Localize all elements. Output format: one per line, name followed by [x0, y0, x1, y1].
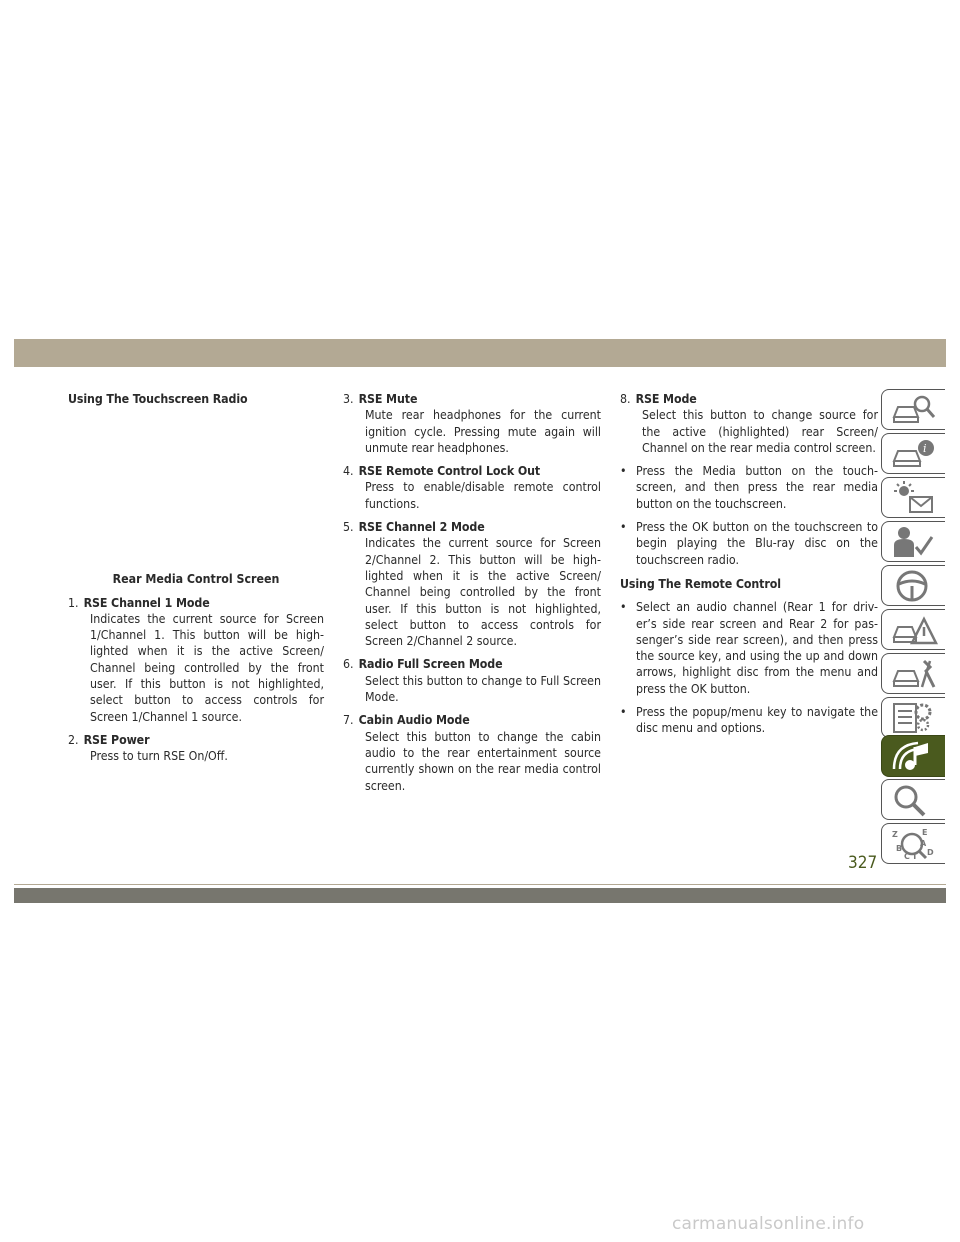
list-item — [343, 656, 601, 705]
column-2 — [343, 391, 601, 794]
svg-text:E: E — [922, 828, 928, 837]
item-number: 6. — [343, 657, 354, 672]
tab-search[interactable] — [881, 779, 945, 820]
bullet-item: • Press the popup/menu key to navigate the disc menu and options. — [620, 704, 878, 737]
item-title: Cabin Audio Mode — [358, 713, 470, 728]
column-3 — [620, 391, 878, 737]
tab-warning-lights[interactable] — [881, 477, 945, 518]
column-1 — [68, 391, 324, 765]
list-item — [343, 712, 601, 793]
item-title: RSE Mute — [358, 392, 418, 406]
list-item — [68, 595, 324, 725]
item-title: RSE Channel 1 Mode — [83, 595, 210, 610]
car-info-icon — [890, 437, 938, 471]
item-body: Indicates the current source for Screen 1/Channel 1. This button will be high-lighted when it is the active Screen/ Channel being controlled by the front user. If this button is not highlighted, select button to access controls for Screen 1/Channel 1 source. — [90, 611, 324, 724]
svg-text:A: A — [920, 839, 927, 848]
figure-placeholder — [68, 407, 324, 571]
item-body: Press to turn RSE On/Off. — [90, 749, 228, 764]
car-warning-triangle-icon — [890, 613, 938, 647]
tab-safety[interactable] — [881, 521, 945, 562]
item-body: Press to enable/disable remote control functions. — [365, 480, 601, 511]
item-body: Select this button to change the cabin audio to the rear entertainment source currently shown on the rear media control screen. — [365, 729, 601, 793]
item-title: RSE Remote Control Lock Out — [358, 464, 541, 479]
index-letters-icon — [890, 827, 938, 861]
bullet-item: • Press the OK button on the touchscreen to begin playing the Blu-ray disc on the touchscreen radio. — [620, 519, 878, 568]
item-number: 2. — [68, 732, 79, 747]
item-title: RSE Mode — [635, 392, 697, 406]
multimedia-note-icon — [890, 739, 938, 773]
item-number: 5. — [343, 520, 354, 535]
header-band — [14, 339, 946, 367]
footer-band — [14, 888, 946, 903]
svg-text:D: D — [927, 848, 934, 857]
item-body: Mute rear headphones for the current ignition cycle. Pressing mute again will unmute rear headphones. — [365, 408, 601, 455]
item-title: RSE Channel 2 Mode — [358, 520, 485, 535]
bullet-item: • Press the Media button on the touch-screen, and then press the rear media button on the touchscreen. — [620, 463, 878, 512]
tab-specifications[interactable] — [881, 697, 945, 738]
svg-text:i: i — [923, 442, 927, 455]
steering-wheel-icon — [890, 569, 938, 603]
tab-starting-operating[interactable] — [881, 565, 945, 606]
tab-multimedia[interactable] — [881, 735, 945, 777]
list-item — [68, 732, 324, 765]
tab-car-info[interactable] — [881, 433, 945, 474]
list-item — [343, 463, 601, 512]
specifications-list-gear-icon — [890, 701, 938, 735]
bullet-item: • Select an audio channel (Rear 1 for driv-er’s side rear screen and Rear 2 for pas-senger’s side rear screen), and then press the source key, and using the up and down arrows, highlight disc from the menu and press the OK button. — [620, 599, 878, 697]
list-item — [343, 391, 601, 456]
search-icon — [890, 783, 938, 817]
item-number: 4. — [343, 464, 354, 479]
item-body: Select this button to change to Full Screen Mode. — [365, 673, 601, 705]
svg-text:B: B — [896, 844, 903, 853]
svg-text:T: T — [912, 852, 918, 861]
tab-emergency[interactable] — [881, 609, 945, 650]
item-title: RSE Power — [83, 732, 150, 747]
item-number: 7. — [343, 713, 354, 728]
svg-text:Z: Z — [892, 830, 898, 839]
list-item — [620, 391, 878, 456]
item-body: Indicates the current source for Screen 2/Channel 2. This button will be high-lighted when it is the active Screen/ Channel being controlled by the front user. If this button is not highlighted, select button to access controls for Screen 2/Channel 2 source. — [365, 536, 601, 649]
section-heading-remote: Using The Remote Control — [620, 576, 781, 591]
watermark: carmanualsonline.info — [672, 1214, 865, 1234]
tab-car-magnifier[interactable] — [881, 389, 945, 430]
person-seat-check-icon — [890, 525, 938, 559]
figure-caption: Rear Media Control Screen — [112, 572, 280, 587]
tab-index[interactable] — [881, 823, 945, 864]
page-number: 327 — [848, 853, 878, 873]
footer-rule — [14, 884, 946, 885]
item-number: 8. — [620, 392, 631, 406]
warning-light-message-icon — [890, 481, 938, 515]
car-wrench-icon — [890, 657, 938, 691]
car-magnifier-icon — [890, 393, 938, 427]
tab-servicing[interactable] — [881, 653, 945, 694]
section-heading-touchscreen: Using The Touchscreen Radio — [68, 392, 248, 406]
svg-text:C: C — [904, 852, 910, 861]
item-number: 1. — [68, 595, 79, 610]
item-body: Select this button to change source for the active (highlighted) rear Screen/ Channel on the rear media control screen. — [642, 408, 878, 455]
item-number: 3. — [343, 392, 354, 406]
list-item — [343, 519, 601, 649]
item-title: Radio Full Screen Mode — [358, 657, 503, 672]
